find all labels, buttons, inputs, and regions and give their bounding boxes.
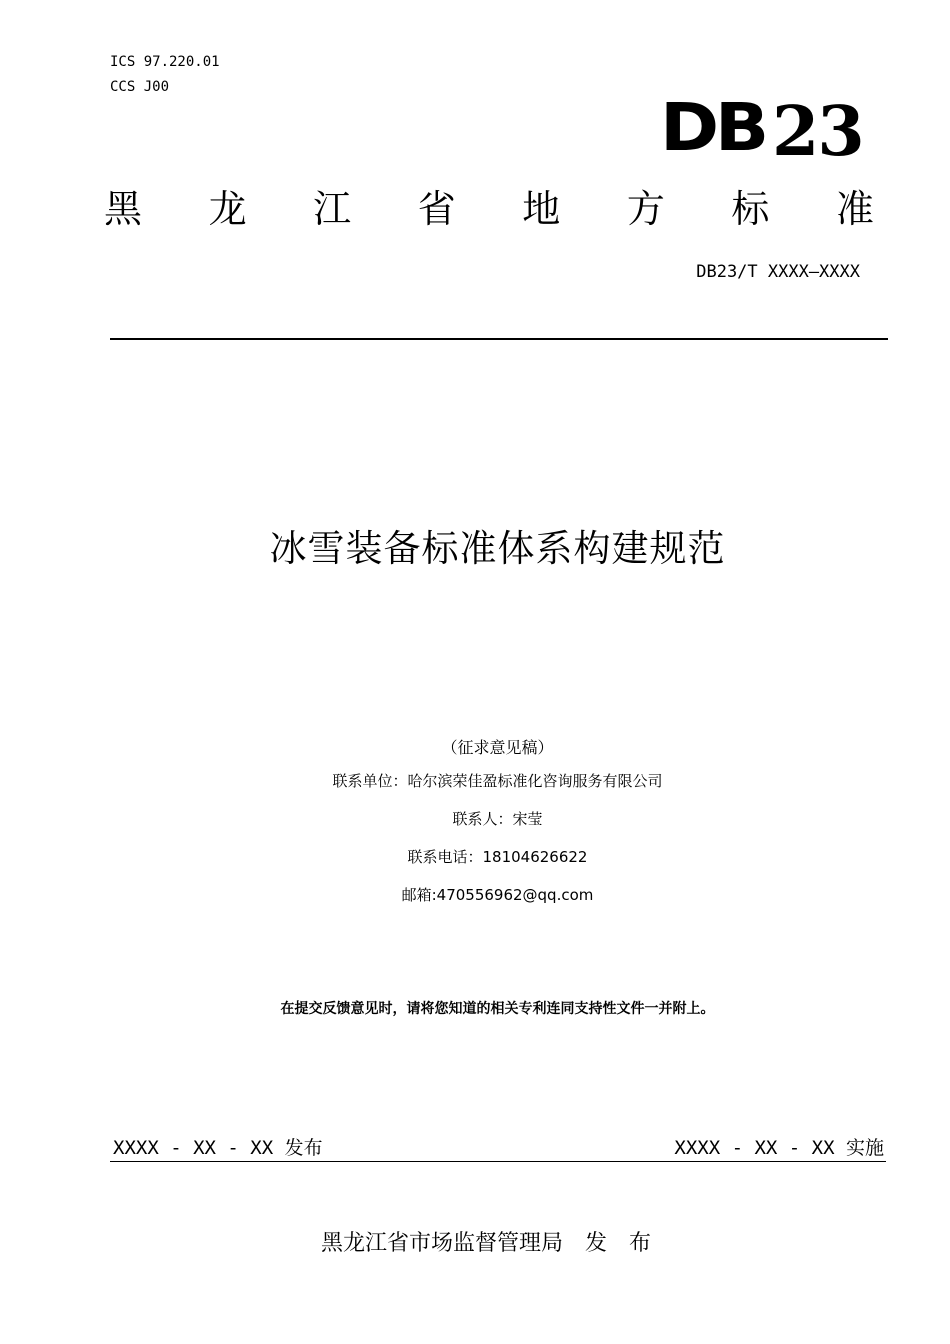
- standard-type-char: 地: [522, 187, 561, 231]
- contact-person: 联系人：宋莹: [452, 810, 543, 828]
- contact-email: 邮箱:470556962@qq.com: [401, 886, 594, 904]
- header-divider: [110, 338, 888, 340]
- standard-type-char: 江: [313, 187, 352, 231]
- contact-phone: 联系电话：18104626622: [407, 848, 588, 866]
- standard-number: DB23/T XXXX—XXXX: [696, 262, 860, 282]
- standard-type-char: 省: [417, 187, 456, 231]
- logo-number-text: 23: [772, 92, 863, 172]
- standard-type-char: 方: [626, 187, 665, 231]
- ics-code: ICS 97.220.01: [110, 54, 220, 70]
- standard-type-char: 黑: [104, 187, 143, 231]
- publisher: 黑龙江省市场监督管理局 发 布: [320, 1231, 651, 1256]
- standard-type-char: 准: [835, 187, 874, 231]
- patent-notice: 在提交反馈意见时，请将您知道的相关专利连同支持性文件一并附上。: [280, 1001, 715, 1017]
- db23-logo: [660, 89, 870, 172]
- draft-stage: （征求意见稿）: [441, 738, 554, 757]
- implement-date: XXXX - XX - XX 实施: [674, 1137, 884, 1159]
- contact-unit: 联系单位：哈尔滨荣佳盈标准化咨询服务有限公司: [332, 772, 663, 790]
- standard-type-char: 标: [731, 187, 770, 231]
- footer-divider: [110, 1161, 886, 1162]
- document-title: 冰雪装备标准体系构建规范: [269, 527, 726, 570]
- publish-date: XXXX - XX - XX 发布: [113, 1137, 323, 1159]
- logo-db-text: DB: [660, 89, 765, 166]
- standard-type-char: 龙: [208, 187, 247, 231]
- standard-type-heading: [104, 186, 874, 232]
- classification-codes: [110, 50, 220, 100]
- ccs-code: CCS J00: [110, 79, 170, 95]
